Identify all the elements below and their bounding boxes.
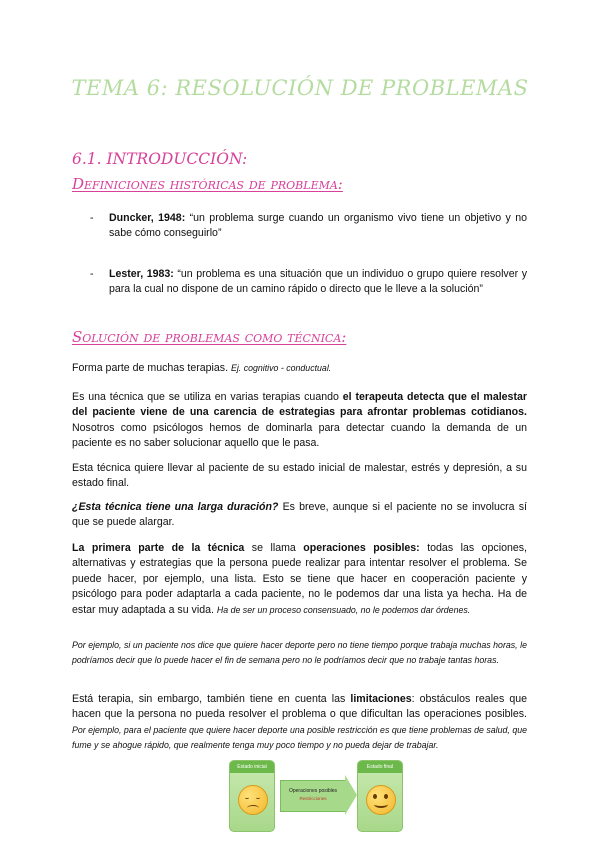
bullet-dash: - bbox=[90, 268, 94, 280]
happy-face-icon bbox=[366, 785, 396, 815]
sad-face-icon bbox=[238, 785, 268, 815]
arrow-label: Operaciones posibles bbox=[288, 788, 338, 794]
bullet-lester bbox=[90, 267, 527, 298]
p5-text-d: todas las opciones, alternativas y estrategias que la persona puede realizar para intentar resolver el problema. Se puede hacer, por ejemplo, una lista. Esto se tiene que hacer en cooperación paciente y psicólogo para poder adaptarla a cada paciente, no le podemos dar una lista ya hecha. Ha de estar muy adaptada a su vida. bbox=[72, 542, 527, 616]
arrow-head-icon bbox=[345, 775, 357, 815]
p5-text-b: se llama bbox=[244, 542, 304, 554]
p5-italic: Ha de ser un proceso consensuado, no le podemos dar órdenes. bbox=[216, 604, 471, 615]
subheading-definitions: Definiciones históricas de problema: bbox=[72, 175, 343, 193]
p2-bold: el terapeuta detecta que el malestar del paciente viene de una carencia de estrategias para afrontar problemas cotidianos. bbox=[72, 391, 527, 419]
p1-text: Forma parte de muchas terapias. bbox=[72, 362, 231, 374]
subheading-technique: Solución de problemas como técnica: bbox=[72, 328, 347, 346]
p7-italic: Por ejemplo, para el paciente que quiere hacer deporte una posible restricción es que tiene problemas de salud, que fume y se ahogue rápido, que realmente tenga muy poco tiempo y no pueda dejar de trabajar. bbox=[72, 724, 527, 751]
page-title: TEMA 6: RESOLUCIÓN DE PROBLEMAS bbox=[71, 76, 529, 100]
process-diagram bbox=[229, 760, 409, 834]
end-state-box bbox=[357, 760, 403, 832]
paragraph-2 bbox=[72, 390, 527, 452]
start-state-box bbox=[229, 760, 275, 832]
p2-text-c: Nosotros como psicólogos hemos de dominarla para detectar cuando la demanda de un paciente es no saber solucionar aquello que le pasa. bbox=[72, 421, 527, 450]
arrow-sublabel: Restricciones bbox=[299, 796, 327, 801]
paragraph-5 bbox=[72, 541, 527, 618]
p4-answer: Es breve, aunque si el paciente no se involucra sí que se puede alargar. bbox=[72, 501, 527, 529]
bullet-duncker bbox=[90, 211, 527, 242]
bullet-quote: “un problema surge cuando un organismo vivo tiene un objetivo y no sabe cómo conseguirlo” bbox=[109, 212, 527, 240]
arrow-operations bbox=[280, 780, 346, 812]
paragraph-7 bbox=[72, 692, 527, 754]
section-heading-intro: 6.1. INTRODUCCIÓN: bbox=[72, 150, 248, 168]
paragraph-6-example: Por ejemplo, si un paciente nos dice que quiere hacer deporte pero no tiene tiempo porque trabaja muchas horas, le podríamos decir que lo puede hacer el fin de semana pero no le podríamos decir que no trabaje tantas horas. bbox=[72, 640, 527, 666]
p5-bold-c: operaciones posibles: bbox=[303, 542, 420, 554]
paragraph-4 bbox=[72, 500, 527, 531]
p1-example: Ej. cognitivo - conductual. bbox=[230, 363, 332, 373]
p5-bold-a: La primera parte de la técnica bbox=[72, 542, 245, 554]
bullet-author: Lester, 1983: bbox=[109, 268, 174, 280]
p7-text-c: : obstáculos reales que hacen que la persona no pueda resolver el problema o que dificultan las operaciones posibles. bbox=[72, 693, 527, 721]
paragraph-3: Esta técnica quiere llevar al paciente de su estado inicial de malestar, estrés y depresión, a su estado final. bbox=[72, 462, 527, 490]
p7-bold: limitaciones bbox=[350, 693, 412, 705]
start-state-label: Estado inicial bbox=[230, 761, 274, 773]
p4-question: ¿Esta técnica tiene una larga duración? bbox=[72, 501, 279, 513]
p2-text-a: Es una técnica que se utiliza en varias terapias cuando bbox=[72, 391, 343, 403]
bullet-author: Duncker, 1948: bbox=[109, 212, 186, 224]
end-state-label: Estado final bbox=[358, 761, 402, 773]
bullet-quote: “un problema es una situación que un individuo o grupo quiere resolver y para la cual no dispone de un camino rápido o directo que le lleve a la solución” bbox=[109, 268, 527, 296]
p7-text-a: Está terapia, sin embargo, también tiene en cuenta las bbox=[72, 693, 351, 705]
bullet-dash: - bbox=[90, 212, 94, 224]
paragraph-1 bbox=[72, 361, 527, 376]
